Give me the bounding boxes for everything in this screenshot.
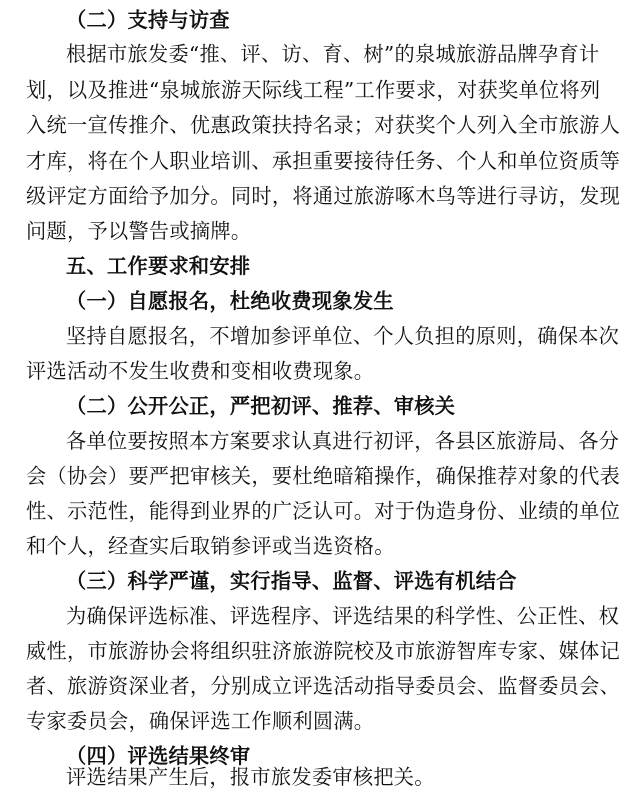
paragraph-line: 级评定方面给予加分。同时，将通过旅游啄木鸟等进行寻访，发现 [26, 184, 621, 208]
paragraph-line: 坚持自愿报名，不增加参评单位、个人负担的原则，确保本次 [66, 324, 620, 348]
paragraph-line: 威性，市旅游协会将组织驻济旅游院校及市旅游智库专家、媒体记 [26, 639, 621, 663]
paragraph-line: 评选结果产生后，报市旅发委审核把关。 [66, 765, 435, 789]
paragraph-line: 会（协会）要严把审核关，要杜绝暗箱操作，确保推荐对象的代表 [26, 464, 621, 488]
paragraph-line: 性、示范性，能得到业界的广泛认可。对于伪造身份、业绩的单位 [26, 499, 621, 523]
paragraph-line: 专家委员会，确保评选工作顺利圆满。 [26, 709, 375, 733]
paragraph-line: 问题，予以警告或摘牌。 [26, 219, 252, 243]
paragraph-line: 和个人，经查实后取销参评或当选资格。 [26, 534, 395, 558]
section-subheading: （二）公开公正，严把初评、推荐、审核关 [66, 394, 456, 418]
paragraph-line: 各单位要按照本方案要求认真进行初评，各县区旅游局、各分 [66, 429, 620, 453]
paragraph-line: 划，以及推进“泉城旅游天际线工程”工作要求，对获奖单位将列 [26, 78, 601, 102]
section-heading: 五、工作要求和安排 [66, 254, 251, 278]
section-subheading: （四）评选结果终审 [66, 744, 251, 768]
section-subheading: （二）支持与访查 [66, 8, 230, 32]
section-subheading: （一）自愿报名，杜绝收费现象发生 [66, 289, 394, 313]
section-subheading: （三）科学严谨，实行指导、监督、评选有机结合 [66, 569, 517, 593]
paragraph-line: 根据市旅发委“推、评、访、育、树”的泉城旅游品牌孕育计 [66, 42, 600, 66]
paragraph-line: 者、旅游资深业者，分别成立评选活动指导委员会、监督委员会、 [26, 674, 621, 698]
paragraph-line: 评选活动不发生收费和变相收费现象。 [26, 359, 375, 383]
paragraph-line: 入统一宣传推介、优惠政策扶持名录；对获奖个人列入全市旅游人 [26, 113, 621, 137]
paragraph-line: 为确保评选标准、评选程序、评选结果的科学性、公正性、权 [66, 604, 620, 628]
paragraph-line: 才库，将在个人职业培训、承担重要接待任务、个人和单位资质等 [26, 149, 621, 173]
